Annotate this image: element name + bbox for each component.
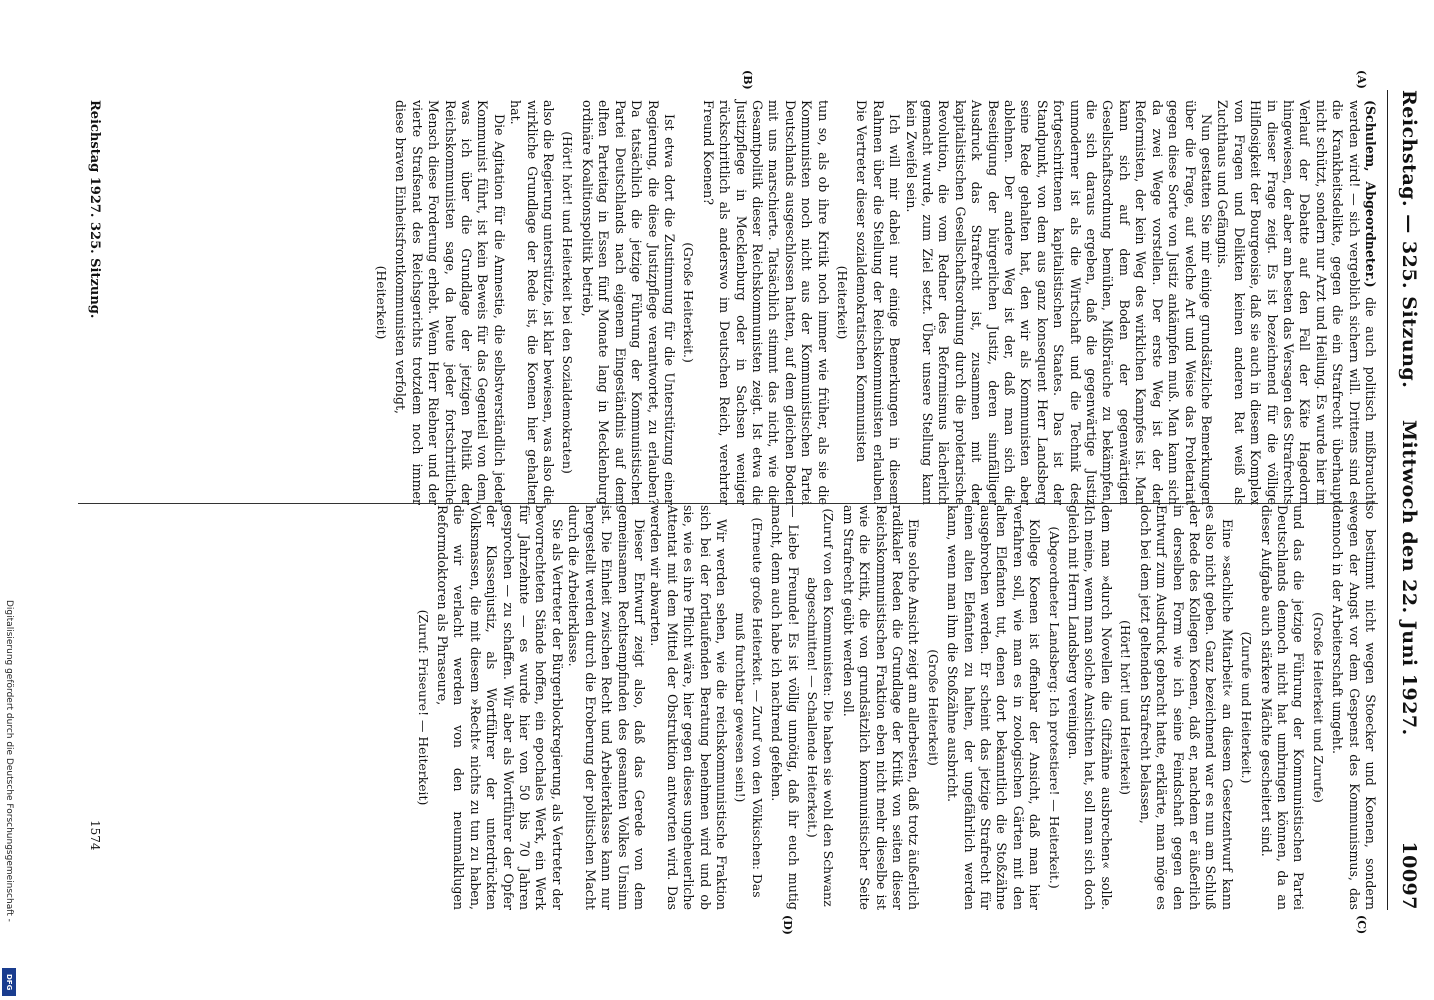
paragraph-text: — Liebe Freunde! Es ist völlig unnötig, daß ihr euch mutig macht, denn auch habe ich nachrend gefehen.: [769, 505, 801, 910]
paragraph-text: Eine »sachliche Mitarbeit« an diesem Gesetzentwurf kann es also nicht geben. Ganz bezeichnend war es nun am Schluß der Rede des Kollegen Koenen, daß er, nachdem er äußerlich in derselben Form wie ich seine Feindschaft gegen den Entwurf zum Ausdruck gebracht hatte, erklärte, man möge es doch bei dem jetzt geltenden Strafrecht belassen,: [1137, 505, 1235, 910]
paragraph-text: Ich will mir dabei nur einige Bemerkungen in diesem Rahmen über die Stellung der Reichskommunisten erlauben. Die Vertreter dieser sozialdemokratischen Kommunisten: [854, 100, 903, 505]
paragraph-text: Dieser Entwurf zeigt also, daß das Gerede von dem gemeinsamen Rechtsempfinden des gesamten Volkes Unsinn ist. Die Einheit zwischen Recht und Arbeiterklasse kann nur hergestellt werden durch die Eroberung der politischen Macht durch die Arbeiterklasse.: [566, 505, 647, 910]
paragraph: [647, 505, 729, 910]
paragraph-text: (Heiterkeit): [374, 265, 390, 340]
interjection: [834, 100, 850, 505]
speaker-label: (Schulem, Abgeordneter.): [1363, 100, 1378, 288]
interjection: [732, 505, 765, 910]
page-number: 10097: [1398, 841, 1420, 910]
digitization-credit: [0, 0, 18, 1000]
page-date: Mittwoch den 22. Juni 1927.: [1398, 420, 1420, 736]
paragraph-text: also die Regierung unterstützte, ist klar bewiesen, was also die wirkliche Grundlage der Rede ist, die Koenen hier gehalten hat.: [508, 100, 557, 505]
paragraph-text: (Abgeordneter Landsberg: Ich protestiere! — Heiterkeit.): [1046, 526, 1062, 889]
paragraph-text: (Zuruf: Friseure! — Heiterkeit): [415, 609, 431, 806]
interjection: [680, 100, 696, 505]
paragraph: [1136, 505, 1234, 910]
margin-mark-a: (A): [1355, 70, 1368, 89]
paragraph-text: die auch politisch mißbraucht werden wird! — sich vergeblich sichern will. Drittens sind es die Krankheitsdelikte, gegen die ein Strafrecht überhaupt nicht schützt, sondern nur Arzt und Heilung. Es wurde hier im Verlauf der Debatte auf den Fall der Käte Hagedorn hingewiesen, der aber am besten das Versagen des Strafrechts in dieser Frage zeigt. Es ist bezeichnend für die völlige Hilflosigkeit der Bourgeoisie, daß sie auch in diesem Komplex von Fragen und Delikten keinen anderen Rat weiß als Zuchthaus und Gefängnis.: [1215, 100, 1378, 506]
paragraph: [392, 100, 507, 505]
paragraph-text: so bestimmt nicht wegen Stoecker und Koenen, sondern wegen der Angst vor dem Gespenst des Kommunismus, das dennoch in der Arbeiterschaft umgeht.: [1330, 505, 1378, 910]
left-column: [370, 100, 1378, 505]
paragraph: [579, 100, 677, 505]
paragraph-text: (Heiterkeit): [835, 265, 850, 340]
paragraph: [839, 505, 921, 910]
paragraph-text: (Große Heiterkeit): [925, 649, 941, 766]
paragraph: [565, 505, 647, 910]
paragraph: [944, 505, 1042, 910]
interjection: [924, 505, 940, 910]
paragraph: [902, 100, 1214, 505]
paragraph-text: Die Agitation für die Amnestie, die selbstverständlich jeder Kommunist führt, ist kein Beweis für das Gegenteil von dem, was ich über die Grundlage der jetzigen Politik der Reichskommunisten sage, da heute jeder fortschrittliche Mensch diese Forderung erhebt. Wenn Herr Riebner und der vierte Strafsenat des Reichsgerichts trotzdem noch immer diese braven Einheitsfrontkommunisten verfolgt,: [393, 100, 507, 505]
interjection: [1309, 505, 1325, 910]
margin-mark-c: (C): [1355, 915, 1368, 935]
paragraph-text: Kollege Koenen ist offenbar der Ansicht, daß man hier verfahren soll, wie man es in zoologischen Gärten mit den alten Elefanten tut, denen dort bekanntlich die Stoßzähne ausgebrochen werden. Er scheint das jetzige Strafrecht für einen alten Elefanten zu halten, der ungefährlich werden kann, wenn man ihm die Stoßzähne ausbricht.: [945, 505, 1043, 910]
interjection: [559, 100, 575, 505]
interjection: [804, 505, 837, 910]
paragraph-text: (Hört! hört! und Heiterkeit): [1118, 620, 1134, 795]
right-column: [411, 505, 1378, 910]
paragraph-text: dem man »durch Novellen die Giftzähne ausbrechen« solle. Ich meine, wenn man solche Ansichten hat, soll man sich doch gleich mit Herrn Landsberg vereinigen.: [1066, 505, 1114, 910]
scanned-page: [60, 0, 1434, 1000]
paragraph-text: Sie als Vertreter der Bürgerblockregierung, als Vertreter der bevorrechteten Stände hoffen, ein epochales Werk, ein Werk für Jahrzehnte — es wurde hier von 50 bis 70 Jahren gesprochen — zu schaffen. Wir aber als Wortführer der Opfer der Klassenjustiz, als Wortführer der unterdrückten Volksmassen, die mit diesem »Recht« nichts zu tun zu haben, die wir verlacht werden von den neunmalklugen Reformdoktoren als Phraseure,: [435, 505, 565, 910]
paragraph: [853, 100, 902, 505]
interjection: [1117, 505, 1133, 910]
paragraph-text: Nun gestatten Sie mir einige grundsätzliche Bemerkungen über die Frage, auf welche Art und Weise das Proletariat gegen diese Sorte von Justiz ankämpfen muß. Man kann sich da zwei Wege vorstellen. Der erste Weg ist der der Reformisten, der kein Weg des wirklichen Kampfes ist. Man kann sich auf dem Boden der gegenwärtigen Gesellschaftsordnung bemühen, Mißbräuche zu bekämpfen, die sich daraus ergeben, daß die gegenwärtige Justiz unmoderner ist als die Wirtschaft und die Technik des fortgeschrittenen kapitalistischen Staates. Das ist der Standpunkt, von dem aus ganz konsequent Herr Landsberg seine Rede gehalten hat, den wir als Kommunisten aber ablehnen. Der andere Weg ist der, daß man sich die Beseitigung der bürgerlichen Justiz, deren sinnfälliger Ausdruck das Strafrecht ist, zusammen mit der kapitalistischen Gesellschaftsordnung durch die proletarische Revolution, die vom Redner des Reformismus lächerlich gemacht wurde, zum Ziel setzt. Über unsere Stellung kann kein Zweifel sein.: [903, 100, 1214, 505]
paragraph-text: (Erneute große Heiterkeit. — Zuruf von den Völkischen: Das muß furchtbar gewesen sein!): [733, 517, 765, 898]
paragraph-text: tun so, als ob ihre Kritik noch immer wie früher, als sie die Kommunisten noch nicht aus der Kommunistischen Partei Deutschlands ausgeschlossen hatten, auf dem gleichen Boden mit uns marschierte. Tatsächlich stimmt das nicht, wie die Gesamtpolitik dieser Reichskommunisten zeigt. Ist etwa die Justizpflege in Mecklenburg oder in Sachsen weniger rückschrittlich als anderswo im Deutschen Reich, verehrter Freund Koenen?: [700, 100, 831, 505]
paragraph-text: (Zurufe und Heiterkeit.): [1239, 631, 1255, 784]
paragraph-text: Eine solche Ansicht zeigt am allerbesten, daß trotz äußerlich radikaler Reden die Grundlage der Kritik von seiten dieser Reichskommunistischen Fraktion eben nicht mehr dieselbe ist wie die Kritik, die von grundsätzlich kommunistischer Seite am Strafrecht geübt werden soll.: [840, 505, 922, 910]
interjection: [1045, 505, 1061, 910]
interjection: [373, 100, 389, 505]
header-rule: [1387, 90, 1388, 910]
credit-text: Digitalisierung gefördert durch die Deutsche Forschungsgemeinschaft -: [4, 600, 14, 922]
paragraph: [1329, 505, 1378, 910]
interjection: [1238, 505, 1254, 910]
paragraph: [434, 505, 565, 910]
page-header: [1390, 90, 1420, 910]
paragraph-text: Ist etwa dort die Zustimmung für die Unterstützung einer Regierung, die diese Justizpflege verantwortet, zu erlauben? Da tatsächlich die jetzige Führung der Kommunistischen Partei Deutschlands nach eigenem Eingeständnis auf dem elften Parteitag in Essen fünf Monate lang in Mecklenburg ordinäre Koalitionspolitik betrieb,: [579, 100, 677, 505]
paragraph: [507, 100, 556, 505]
footer-sheet: 1574: [88, 820, 102, 851]
paragraph: [1214, 100, 1378, 505]
page-title: Reichstag. — 325. Sitzung.: [1398, 90, 1420, 389]
paragraph: [1257, 505, 1306, 910]
paragraph: [1065, 505, 1114, 910]
column-divider: [78, 503, 1378, 504]
paragraph: [768, 505, 801, 910]
paragraph-text: (Zuruf von den Kommunisten: Die haben sie wohl den Schwanz abgeschnitten! — Schallende Heiterkeit.): [805, 508, 837, 907]
paragraph-text: (Große Heiterkeit.): [681, 242, 697, 363]
margin-mark-b: (B): [741, 70, 754, 90]
paragraph-text: (Hört! hört! und Heiterkeit bei den Sozialdemokraten): [560, 131, 576, 474]
paragraph-text: Wir werden sehen, wie die reichskommunistische Fraktion sich bei der fortlaufenden Beratung benehmen wird und ob sie, wie es ihre Pflicht wäre, hier gegen dieses ungeheuerliche Attentat mit dem Mittel der Obstruktion antworten wird. Das werden wir abwarten.: [648, 505, 729, 910]
paragraph-text: (Große Heiterkeit und Zurufe): [1310, 612, 1326, 803]
interjection: [414, 505, 430, 910]
margin-mark-d: (D): [781, 915, 794, 935]
footer-session: Reichstag 1927. 325. Sitzung.: [87, 100, 102, 319]
dfg-logo: DFG: [2, 968, 16, 996]
paragraph-text: und das die jetzige Führung der Kommunistischen Partei Deutschlands dennoch nicht hat umbringen können, da an dieser Aufgabe auch stärkere Mächte gescheitert sind.: [1258, 505, 1307, 910]
paragraph: [699, 100, 830, 505]
